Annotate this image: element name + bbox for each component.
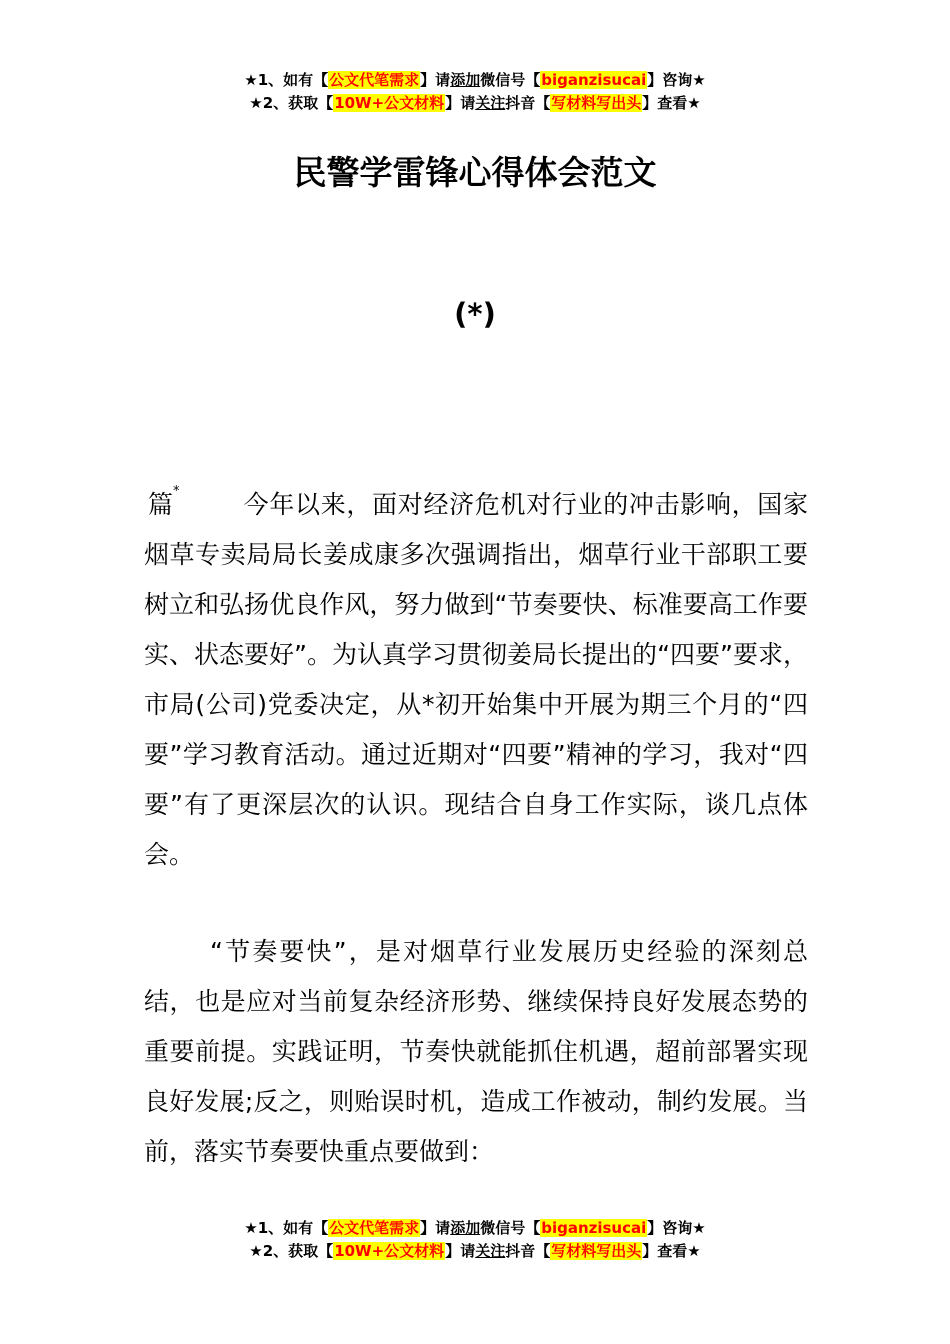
paragraph-2 [144,927,808,1177]
header-banner [0,69,950,115]
banner-text: ★2、获取【 [249,94,334,112]
banner-text: 】查看★ [642,94,701,112]
banner-line-2 [0,1240,950,1263]
highlight-douyin-account: 写材料写出头 [551,1242,642,1260]
banner-text: 微信号【 [480,1219,541,1237]
banner-text: 】咨询★ [647,71,706,89]
paragraph-1-text: 今年以来，面对经济危机对行业的冲击影响，国家烟草专卖局局长姜成康多次强调指出，烟草行业干部职工要树立和弘扬优良作风，努力做到“节奏要快、标准要高工作要实、状态要好”。为认真学习贯彻姜局长提出的“四要”要求，市局(公司)党委决定，从*初开始集中开展为期三个月的“四要”学习教育活动。通过近期对“四要”精神的学习，我对“四要”有了更深层次的认识。现结合自身工作实际，谈几点体会。 [144,490,808,869]
document-title: 民警学雷锋心得体会范文 [293,153,657,192]
paragraph-label-mark: * [173,484,180,499]
highlight-materials: 10W+公文材料 [334,94,445,112]
paragraph-1 [144,480,808,880]
highlight-materials: 10W+公文材料 [334,1242,445,1260]
footer-banner [0,1217,950,1263]
highlight-service: 公文代笔需求 [329,1219,420,1237]
banner-text: 】请 [445,94,476,112]
banner-text: 微信号【 [480,71,541,89]
banner-text: 】咨询★ [647,1219,706,1237]
highlight-wechat-id: biganzisucai [541,1219,647,1237]
banner-line-1 [0,69,950,92]
paragraph-label-text: 篇 [148,490,174,519]
highlight-wechat-id: biganzisucai [541,71,647,89]
paragraph-2-text: “节奏要快”，是对烟草行业发展历史经验的深刻总结，也是应对当前复杂经济形势、继续保持良好发展态势的重要前提。实践证明，节奏快就能抓住机遇，超前部署实现良好发展;反之，则贻误时机，造成工作被动，制约发展。当前，落实节奏要快重点要做到： [144,937,808,1166]
banner-text: 】请 [420,71,451,89]
highlight-service: 公文代笔需求 [329,71,420,89]
banner-text: 】查看★ [642,1242,701,1260]
banner-text: ★2、获取【 [249,1242,334,1260]
banner-text: 抖音【 [505,94,551,112]
banner-text: ★1、如有【 [244,71,329,89]
banner-underlined: 添加 [450,1219,481,1237]
banner-line-1 [0,1217,950,1240]
document-subtitle: (*) [454,297,496,331]
banner-line-2 [0,92,950,115]
banner-underlined: 添加 [450,71,481,89]
banner-underlined: 关注 [475,94,506,112]
banner-underlined: 关注 [475,1242,506,1260]
highlight-douyin-account: 写材料写出头 [551,94,642,112]
banner-text: 】请 [445,1242,476,1260]
paragraph-label [144,480,243,530]
banner-text: 抖音【 [505,1242,551,1260]
banner-text: ★1、如有【 [244,1219,329,1237]
banner-text: 】请 [420,1219,451,1237]
